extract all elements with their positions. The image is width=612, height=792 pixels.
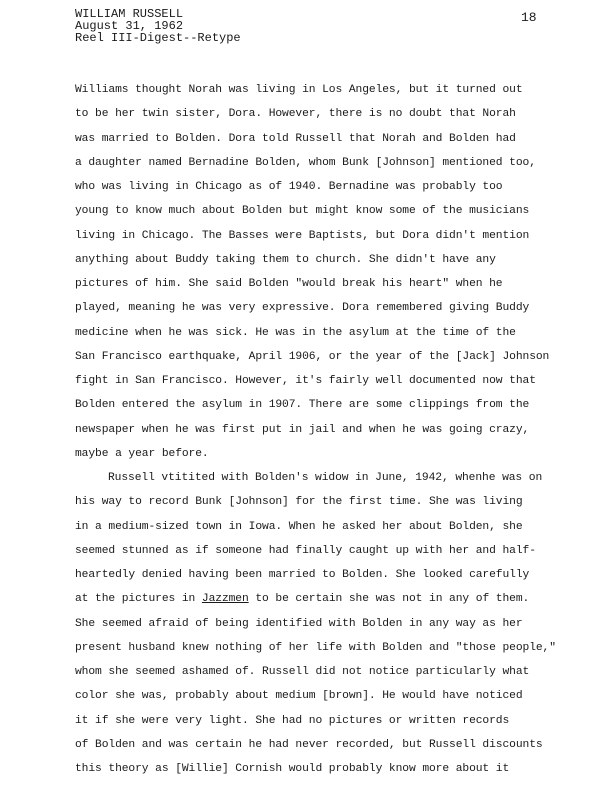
text-line: anything about Buddy taking them to church. She didn't have any — [75, 253, 496, 266]
text-line: maybe a year before. — [75, 447, 209, 460]
text-line: fight in San Francisco. However, it's fairly well documented now that — [75, 375, 536, 387]
text-line: of Bolden and was certain he had never recorded, but Russell discounts — [75, 738, 543, 751]
text-line: newspaper when he was first put in jail and when he was going crazy, — [75, 423, 530, 436]
text-line: San Francisco earthquake, April 1906, or the year of the [Jack] Johnson — [75, 350, 550, 363]
text-line: medicine when he was sick. He was in the asylum at the time of the — [75, 326, 516, 339]
book-title: Jazzmen — [201, 593, 249, 606]
text-line: heartedly denied having been married to Bolden. She looked carefully — [75, 569, 530, 581]
text-line: living in Chicago. The Basses were Baptists, but Dora didn't mention — [75, 229, 530, 242]
text-line: Russell vtitited with Bolden's widow in June, 1942, whenhe was on — [108, 472, 543, 484]
text-line: a daughter named Bernadine Bolden, whom Bunk [Johnson] mentioned too, — [75, 156, 536, 169]
text-span: at the pictures in — [75, 593, 202, 606]
page-number: 18 — [521, 10, 537, 25]
text-line: whom she seemed ashamed of. Russell did not notice particularly what — [75, 666, 530, 678]
text-line: this theory as [Willie] Cornish would probably know more about it — [75, 763, 510, 775]
text-line: in a medium-sized town in Iowa. When he asked her about Bolden, she — [75, 520, 523, 533]
text-line: Bolden entered the asylum in 1907. There are some clippings from the — [75, 399, 530, 412]
text-line: Williams thought Norah was living in Los Angeles, but it turned out — [75, 84, 523, 96]
text-line: She seemed afraid of being identified with Bolden in any way as her — [75, 617, 523, 630]
text-line: it if she were very light. She had no pictures or written records — [75, 714, 510, 727]
text-line: played, meaning he was very expressive. Dora remembered giving Buddy — [75, 302, 530, 315]
header-date: August 31, 1962 — [75, 19, 184, 33]
text-line: his way to record Bunk [Johnson] for the first time. She was living — [75, 496, 523, 509]
text-line: present husband knew nothing of her life with Bolden and "those people," — [75, 641, 556, 654]
text-line: young to know much about Bolden but might know some of the musicians — [75, 205, 530, 218]
text-line — [75, 591, 612, 615]
header-reel: Reel III-Digest--Retype — [75, 31, 241, 45]
text-line: was married to Bolden. Dora told Russell that Norah and Bolden had — [75, 132, 516, 145]
text-line: to be her twin sister, Dora. However, there is no doubt that Norah — [75, 108, 516, 121]
body-text — [75, 82, 612, 785]
text-line: seemed stunned as if someone had finally caught up with her and half- — [75, 544, 536, 557]
text-line: pictures of him. She said Bolden "would break his heart" when he — [75, 278, 503, 290]
header-name: WILLIAM RUSSELL — [75, 7, 184, 21]
text-line: who was living in Chicago as of 1940. Bernadine was probably too — [75, 181, 503, 193]
text-line: color she was, probably about medium [brown]. He would have noticed — [75, 690, 523, 703]
document-header — [75, 8, 241, 44]
text-span: to be certain she was not in any of them. — [248, 593, 530, 606]
